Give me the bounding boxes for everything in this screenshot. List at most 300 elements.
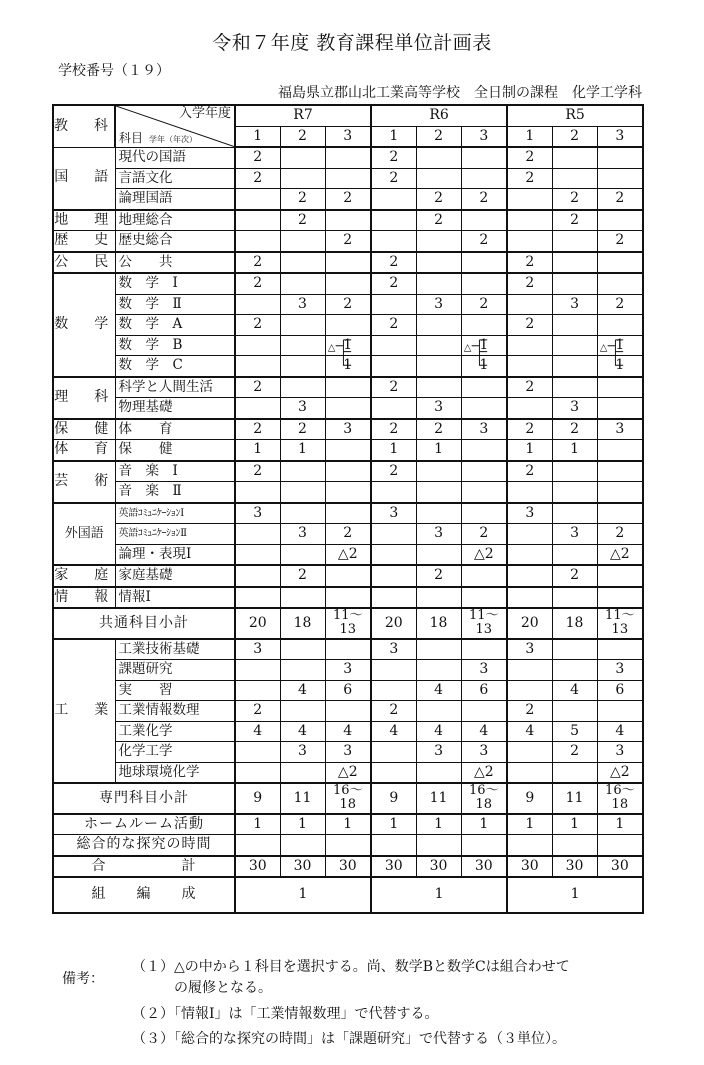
table-row <box>53 315 643 336</box>
value-cell: 9 <box>371 783 416 814</box>
value-cell: 2 <box>371 461 416 482</box>
table-row <box>53 168 643 189</box>
value-cell <box>597 315 643 336</box>
value-cell: 2 <box>461 189 507 210</box>
value-cell: 1 <box>371 440 416 461</box>
value-cell: 18 <box>280 608 325 639</box>
value-cell <box>371 660 416 681</box>
value-cell <box>371 210 416 231</box>
value-cell <box>552 503 597 524</box>
value-cell <box>597 398 643 419</box>
subject-ongaku1: 音 楽 Ⅰ <box>115 461 235 482</box>
value-cell <box>280 762 325 783</box>
value-cell: 2 <box>235 461 280 482</box>
value-cell <box>461 503 507 524</box>
value-cell: 11 <box>552 783 597 814</box>
value-cell <box>371 762 416 783</box>
note-item-2: （２）「情報Ⅰ」は「工業情報数理」で代替する。 <box>132 1006 439 1022</box>
value-cell <box>325 835 371 856</box>
value-cell <box>507 524 552 545</box>
value-cell <box>325 273 371 294</box>
table-row <box>53 231 643 252</box>
value-cell: 2 <box>371 273 416 294</box>
value-cell: △2 <box>325 762 371 783</box>
value-cell <box>597 565 643 587</box>
value-cell: 2 <box>507 168 552 189</box>
value-cell: 1 <box>597 356 643 377</box>
value-cell: 3 <box>597 742 643 763</box>
value-cell: 2 <box>552 189 597 210</box>
value-cell: 3 <box>280 294 325 315</box>
selection-triangle-icon: △ <box>599 342 607 354</box>
value-cell <box>280 168 325 189</box>
value-cell <box>597 835 643 856</box>
value-cell <box>416 377 461 398</box>
value-cell <box>280 835 325 856</box>
value-cell <box>416 503 461 524</box>
table-row <box>53 440 643 461</box>
subject-joho1: 情報Ⅰ <box>115 587 235 609</box>
value-cell <box>235 482 280 503</box>
value-cell: 2 <box>235 168 280 189</box>
value-cell: 1 <box>325 356 371 377</box>
header-grade: 学年（年次） <box>149 135 198 145</box>
subject-jisshu: 実 習 <box>115 680 235 701</box>
value-cell: 30 <box>507 856 552 878</box>
subject-mathA: 数 学 A <box>115 315 235 336</box>
value-cell <box>552 252 597 274</box>
note-item-3: （３）「総合的な探究の時間」は「課題研究」で代替する（３単位）。 <box>132 1031 566 1047</box>
value-cell: 3 <box>235 503 280 524</box>
kumi-value: 1 <box>235 877 371 913</box>
value-cell <box>461 440 507 461</box>
value-cell: 30 <box>416 856 461 878</box>
value-cell <box>280 482 325 503</box>
value-cell: 2 <box>507 273 552 294</box>
grade-cell: 2 <box>280 126 325 147</box>
value-cell: 2 <box>371 147 416 168</box>
value-cell: 2 <box>280 419 325 440</box>
value-cell: 30 <box>597 856 643 878</box>
value-cell: 9 <box>507 783 552 814</box>
value-cell: 6 <box>325 680 371 701</box>
value-cell <box>235 742 280 763</box>
value-cell <box>280 252 325 274</box>
value-cell <box>325 482 371 503</box>
table-row <box>53 377 643 398</box>
header-category: 教 科 <box>53 105 115 147</box>
value-cell <box>325 639 371 660</box>
value-cell <box>507 835 552 856</box>
category-joho: 情 報 <box>53 587 115 609</box>
value-cell: 1 <box>461 356 507 377</box>
value-cell: 11 <box>280 783 325 814</box>
value-cell <box>416 356 461 377</box>
value-cell <box>416 252 461 274</box>
value-cell <box>235 835 280 856</box>
subject-kogyojoho: 工業情報数理 <box>115 701 235 722</box>
grade-cell: 3 <box>461 126 507 147</box>
value-cell: 3 <box>597 419 643 440</box>
value-cell <box>552 315 597 336</box>
value-cell <box>325 503 371 524</box>
selection-triangle-icon: △ <box>463 342 471 354</box>
value-cell <box>325 461 371 482</box>
subject-kateikiso: 家庭基礎 <box>115 565 235 587</box>
kumi-value: 1 <box>371 877 507 913</box>
value-cell <box>416 273 461 294</box>
value-cell <box>235 398 280 419</box>
value-cell <box>371 544 416 565</box>
value-cell: 3 <box>552 294 597 315</box>
value-cell <box>461 639 507 660</box>
value-cell <box>416 231 461 252</box>
value-cell <box>235 356 280 377</box>
subject-mathB: 数 学 B <box>115 335 235 356</box>
value-cell: 2 <box>235 252 280 274</box>
header-subject: 科目 <box>119 131 144 146</box>
value-cell: 2 <box>325 231 371 252</box>
value-cell: 1 <box>597 814 643 835</box>
category-komin: 公 民 <box>53 252 115 274</box>
page-title: 令和７年度 教育課程単位計画表 <box>212 32 492 54</box>
value-cell: 1 <box>235 814 280 835</box>
value-cell: 2 <box>371 377 416 398</box>
value-cell: 2 <box>552 565 597 587</box>
value-cell <box>280 231 325 252</box>
value-cell <box>507 482 552 503</box>
subject-kadai: 課題研究 <box>115 660 235 681</box>
value-cell <box>325 587 371 609</box>
value-cell <box>507 398 552 419</box>
value-cell <box>280 587 325 609</box>
value-cell: 2 <box>507 701 552 722</box>
table-row <box>53 482 643 503</box>
value-cell <box>325 210 371 231</box>
value-cell <box>597 168 643 189</box>
subject-gengo: 言語文化 <box>115 168 235 189</box>
subject-ronrihyogen: 論理・表現Ⅰ <box>115 544 235 565</box>
category-geijutsu: 芸 術 <box>53 461 115 503</box>
value-cell: 1 <box>507 440 552 461</box>
value-cell: 2 <box>371 701 416 722</box>
value-cell <box>371 356 416 377</box>
value-cell <box>461 587 507 609</box>
label-homeroom: ホームルーム活動 <box>53 814 235 835</box>
value-cell <box>597 440 643 461</box>
value-cell: 2 <box>325 189 371 210</box>
value-cell: 18 <box>552 608 597 639</box>
value-cell: 30 <box>325 856 371 878</box>
value-cell <box>371 524 416 545</box>
value-cell <box>507 762 552 783</box>
value-cell <box>416 639 461 660</box>
value-cell <box>461 461 507 482</box>
value-cell <box>552 639 597 660</box>
value-cell: 1 <box>235 440 280 461</box>
value-cell <box>552 147 597 168</box>
value-cell <box>371 231 416 252</box>
value-cell: 2 <box>371 168 416 189</box>
value-cell: 2 <box>280 189 325 210</box>
grade-cell: 2 <box>552 126 597 147</box>
category-kogyo: 工 業 <box>53 639 115 784</box>
value-cell: 3 <box>325 660 371 681</box>
value-cell <box>552 461 597 482</box>
value-cell <box>371 742 416 763</box>
value-cell <box>552 762 597 783</box>
value-cell: 1 <box>280 814 325 835</box>
value-cell: 18 <box>416 608 461 639</box>
value-cell <box>416 701 461 722</box>
school-number: 学校番号（１９） <box>58 63 170 79</box>
value-cell <box>325 168 371 189</box>
value-cell <box>507 294 552 315</box>
value-cell: 3 <box>371 503 416 524</box>
value-cell: 30 <box>552 856 597 878</box>
category-katei: 家 庭 <box>53 565 115 587</box>
value-cell: 2 <box>507 461 552 482</box>
subtotal-row <box>53 608 643 639</box>
value-cell <box>597 147 643 168</box>
header-corner <box>115 105 235 147</box>
value-cell <box>507 565 552 587</box>
value-cell: 3 <box>507 503 552 524</box>
table-row <box>53 524 643 545</box>
value-cell <box>552 377 597 398</box>
table-row <box>53 544 643 565</box>
value-cell <box>597 252 643 274</box>
school-info: 福島県立郡山北工業高等学校 全日制の課程 化学工学科 <box>278 85 642 101</box>
value-cell: 3 <box>416 524 461 545</box>
header-year-r6: R6 <box>371 105 507 126</box>
value-cell <box>461 482 507 503</box>
value-cell <box>416 835 461 856</box>
value-cell <box>325 565 371 587</box>
table-row <box>53 680 643 701</box>
subject-kogyokagaku: 工業化学 <box>115 721 235 742</box>
value-cell: 2 <box>597 294 643 315</box>
value-cell: 2 <box>461 231 507 252</box>
value-cell: 3 <box>235 639 280 660</box>
value-cell <box>461 315 507 336</box>
value-cell: 30 <box>280 856 325 878</box>
value-cell <box>507 335 552 356</box>
category-chiri: 地 理 <box>53 210 115 231</box>
value-cell: 11 <box>416 783 461 814</box>
value-cell: 30 <box>235 856 280 878</box>
value-cell <box>235 210 280 231</box>
table-row <box>53 356 643 377</box>
value-cell <box>416 587 461 609</box>
value-cell <box>461 147 507 168</box>
value-cell: 2 <box>416 189 461 210</box>
value-cell: 3 <box>507 639 552 660</box>
value-cell: 1 <box>416 814 461 835</box>
value-cell: 4 <box>235 721 280 742</box>
value-cell: 1 <box>325 814 371 835</box>
grade-cell: 1 <box>371 126 416 147</box>
value-cell <box>280 273 325 294</box>
value-cell <box>325 315 371 336</box>
value-cell <box>235 189 280 210</box>
subject-eigo1: 英語ｺﾐｭﾆｹｰｼｮﾝⅠ <box>115 503 235 524</box>
value-cell: △2 <box>461 762 507 783</box>
value-cell: 2 <box>325 294 371 315</box>
table-row <box>53 503 643 524</box>
value-cell <box>507 544 552 565</box>
value-cell <box>371 482 416 503</box>
value-cell: 2 <box>416 565 461 587</box>
value-cell <box>507 189 552 210</box>
note-item-1: （１）△の中から１科目を選択する。尚、数学Bと数学Cは組合わせて の履修となる。 <box>132 959 570 996</box>
value-cell <box>597 273 643 294</box>
value-cell: 1 <box>371 814 416 835</box>
table-row <box>53 721 643 742</box>
value-cell: 3 <box>416 742 461 763</box>
value-cell <box>597 482 643 503</box>
value-cell <box>235 565 280 587</box>
value-cell <box>280 503 325 524</box>
table-row <box>53 660 643 681</box>
value-cell: 4 <box>280 680 325 701</box>
value-cell <box>416 335 461 356</box>
header-year-r7: R7 <box>235 105 371 126</box>
value-cell <box>280 544 325 565</box>
value-cell <box>597 210 643 231</box>
value-cell: 4 <box>507 721 552 742</box>
value-cell: 20 <box>507 608 552 639</box>
kumi-row <box>53 877 643 913</box>
value-cell: △2 <box>325 544 371 565</box>
value-cell <box>507 742 552 763</box>
value-cell <box>371 398 416 419</box>
value-cell <box>552 335 597 356</box>
value-cell <box>416 660 461 681</box>
value-cell: 2 <box>597 189 643 210</box>
value-cell: 3 <box>280 742 325 763</box>
subject-math2: 数 学 Ⅱ <box>115 294 235 315</box>
value-cell <box>280 377 325 398</box>
value-cell: 2 <box>416 419 461 440</box>
value-cell <box>461 701 507 722</box>
value-cell <box>371 587 416 609</box>
value-cell: 30 <box>461 856 507 878</box>
value-cell <box>416 482 461 503</box>
value-cell: 2 <box>416 210 461 231</box>
value-cell <box>552 168 597 189</box>
value-cell: 2 <box>371 252 416 274</box>
subject-kagakukogaku: 化学工学 <box>115 742 235 763</box>
value-cell <box>280 335 325 356</box>
value-cell: 1 △ <box>325 335 371 356</box>
subject-chirisogo: 地理総合 <box>115 210 235 231</box>
value-cell: 16～18 <box>461 783 507 814</box>
value-cell <box>507 587 552 609</box>
subject-ongaku2: 音 楽 Ⅱ <box>115 482 235 503</box>
value-cell <box>280 147 325 168</box>
value-cell: 4 <box>597 721 643 742</box>
table-row <box>53 835 643 856</box>
table-row <box>53 294 643 315</box>
value-cell <box>235 231 280 252</box>
value-cell: 1 △ <box>597 335 643 356</box>
value-cell: 11～13 <box>597 608 643 639</box>
header-row-years <box>53 105 643 126</box>
table-row <box>53 210 643 231</box>
value-cell: 4 <box>371 721 416 742</box>
value-cell <box>507 231 552 252</box>
value-cell: △2 <box>597 762 643 783</box>
subject-mathC: 数 学 C <box>115 356 235 377</box>
label-sogo: 総合的な探究の時間 <box>53 835 235 856</box>
value-cell: 9 <box>235 783 280 814</box>
value-cell <box>461 377 507 398</box>
value-cell: 5 <box>552 721 597 742</box>
category-sugaku: 数 学 <box>53 273 115 377</box>
table-row <box>53 461 643 482</box>
value-cell: 3 <box>552 398 597 419</box>
value-cell: 11～13 <box>461 608 507 639</box>
value-cell: 2 <box>507 419 552 440</box>
value-cell: 1 △ <box>461 335 507 356</box>
value-cell: 4 <box>416 721 461 742</box>
value-cell: 11～13 <box>325 608 371 639</box>
value-cell <box>416 168 461 189</box>
category-rekishi: 歴 史 <box>53 231 115 252</box>
value-cell <box>597 587 643 609</box>
notes-label: 備考： <box>62 971 104 987</box>
grade-cell: 1 <box>235 126 280 147</box>
subject-hoken: 保 健 <box>115 440 235 461</box>
value-cell: 1 <box>280 440 325 461</box>
grade-cell: 1 <box>507 126 552 147</box>
value-cell: △2 <box>597 544 643 565</box>
value-cell <box>235 762 280 783</box>
table-row <box>53 419 643 440</box>
value-cell <box>371 189 416 210</box>
table-row <box>53 252 643 274</box>
subtotal-label-common: 共通科目小計 <box>53 608 235 639</box>
grade-cell: 3 <box>325 126 371 147</box>
value-cell <box>235 524 280 545</box>
table-row <box>53 398 643 419</box>
grade-cell: 3 <box>597 126 643 147</box>
value-cell <box>371 565 416 587</box>
value-cell: 1 <box>552 814 597 835</box>
table-row <box>53 335 643 356</box>
value-cell <box>552 701 597 722</box>
value-cell: 2 <box>371 419 416 440</box>
header-entry-year: 入学年度 <box>178 106 231 121</box>
table-row <box>53 762 643 783</box>
value-cell: 6 <box>597 680 643 701</box>
value-cell <box>597 503 643 524</box>
subject-butsuri: 物理基礎 <box>115 398 235 419</box>
value-cell <box>597 701 643 722</box>
category-hoken: 保 健 <box>53 419 115 440</box>
category-rika: 理 科 <box>53 377 115 419</box>
total-label: 合 計 <box>53 856 235 878</box>
selection-triangle-icon: △ <box>327 342 335 354</box>
category-taiiku: 体 育 <box>53 440 115 461</box>
value-cell: 3 <box>461 660 507 681</box>
value-cell <box>280 701 325 722</box>
subject-ronri: 論理国語 <box>115 189 235 210</box>
value-cell: 2 <box>235 273 280 294</box>
value-cell <box>280 356 325 377</box>
category-kokugo: 国 語 <box>53 147 115 210</box>
